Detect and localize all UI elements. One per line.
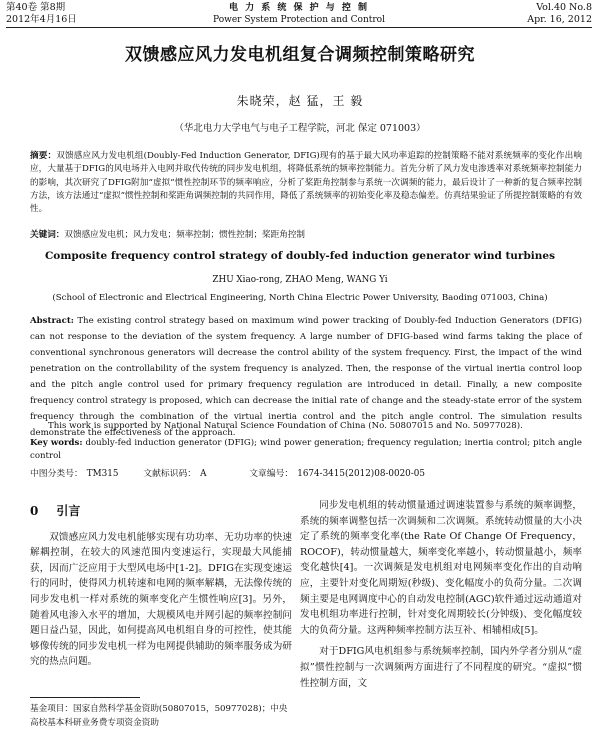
intro-paragraph-2: 同步发电机组的转动惯量通过调速装置参与系统的频率调整，系统的频率调整包括一次调频和二次调频。系统转动惯量的大小决定了系统的频率变化率(the Rate Of Change Of Frequency，ROCOF)，转动惯量越大，频率变化率越小，转动惯量越小，频率变化越快[4]。一次调频是发电机组对电网频率变化作出的自动响应，主要针对变化周期短(秒级)、变化幅度小的负荷分量。二次调频主要是电网调度中心的自动发电控制(AGC)软件通过远动通道对发电机组功率进行控制，针对变化周期较长(分钟级)、变化幅度较大的负荷分量。这两种频率控制方法互补、相辅相成[5]。 bbox=[300, 500, 582, 636]
running-header bbox=[6, 2, 592, 28]
date-cn: 2012年4月16日 bbox=[6, 14, 77, 25]
authors-cn: 朱晓荣，赵 猛，王 毅 bbox=[236, 94, 364, 108]
keywords-en-text: doubly-fed induction generator (DFIG); wind power generation; frequency regulation; inertia control; pitch angle control bbox=[30, 438, 582, 462]
clc-label: 中图分类号： bbox=[30, 469, 83, 479]
affiliation-en: (School of Electronic and Electrical Engineering, North China Electric Power University, Baoding 071003, China) bbox=[52, 293, 548, 303]
abstract-en-label: Abstract: bbox=[30, 316, 74, 326]
journal-cn: 电 力 系 统 保 护 与 控 制 bbox=[228, 3, 370, 13]
intro-paragraph-1: 双馈感应风力发电机能够实现有功功率、无功功率的快速解耦控制，在较大的风速范围内变速运行，实现最大风能捕获，因而广泛应用于大型风电场中[1-2]。DFIG在实现变速运行的同时，使得风力机转速和电网的频率解耦，无法像传统的同步发电机一样对系统的频率变化产生惯性响应[3]。另外，随着风电渗入水平的增加，大规模风电并网引起的频率控制问题日益凸显，因此，如何提高风电机组自身的可控性，使其能够像传统的同步发电机一样为电网提供辅助的频率服务成为研究的热点问题。 bbox=[30, 531, 292, 668]
volume-cn: 第40卷 第8期 bbox=[6, 2, 66, 13]
abstract-cn bbox=[30, 150, 582, 216]
doc-code-label: 文献标识码： bbox=[143, 469, 197, 479]
section-number: 0 bbox=[30, 504, 39, 518]
abstract-cn-label: 摘要： bbox=[30, 151, 57, 161]
keywords-en-label: Key words: bbox=[30, 438, 83, 448]
abstract-en-text: The existing control strategy based on maximum wind power tracking of Doubly-fed Induction Generators (DFIG) can not response to the deviation of the system frequency. A large number of DFIG-based wind farms taking the place of conventional synchronous generators will decrease the control ability of the system frequency. First, the impact of the wind penetration on the controllability of the system frequency is analyzed. Then, the response of the virtual inertia control loop and the pitch angle control used for primary frequency regulation are introduced in detail. Finally, a new composite frequency control strategy is proposed, which can decrease the initial rate of change and the steady-state error of the system frequency through the combination of the virtual inertia control and the pitch angle control. The simulation results demonstrate the effectiveness of the approach. bbox=[30, 316, 582, 438]
journal-en: Power System Protection and Control bbox=[213, 15, 385, 25]
header-rule bbox=[6, 27, 592, 28]
paper-title-en: Composite frequency control strategy of doubly-fed induction generator wind turbines bbox=[44, 250, 556, 262]
section-heading bbox=[30, 504, 292, 520]
volume-en: Vol.40 No.8 bbox=[536, 2, 592, 13]
section-title: 引言 bbox=[56, 504, 81, 518]
article-no-value: 1674-3415(2012)08-0020-05 bbox=[297, 469, 425, 479]
intro-paragraph-3: 对于DFIG风电机组参与系统频率控制，国内外学者分别从“虚拟”惯性控制与一次调频两方面进行了不同程度的研究。“虚拟”惯性控制方面，文 bbox=[300, 646, 582, 689]
keywords-en bbox=[30, 437, 582, 464]
classification-row bbox=[30, 466, 429, 479]
affiliation-cn: （华北电力大学电气与电子工程学院，河北 保定 071003） bbox=[174, 123, 426, 134]
left-column bbox=[30, 498, 292, 670]
funding-footnote-cn: 基金项目：国家自然科学基金资助(50807015，50977028)；中央高校基本科研业务费专项资金资助 bbox=[30, 704, 288, 728]
doc-code-value: A bbox=[200, 469, 207, 479]
date-en: Apr. 16, 2012 bbox=[527, 14, 592, 25]
abstract-cn-text: 双馈感应风力发电机组(Doubly-Fed Induction Generator, DFIG)现有的基于最大风功率追踪的控制策略不能对系统频率的变化作出响应，大量基于DFIG的风电场并入电网并取代传统的同步发电机组，将降低系统的频率控制能力。首先分析了风力发电渗透率对系统频率控制能力的影响，其次研究了DFIG附加“虚拟”惯性控制环节的频率响应，分析了桨距角控制参与系统一次调频的能力，最后设计了一种新的复合频率控制方法，该方法通过“虚拟”惯性控制和桨距角调频控制的共同作用，降低了系统频率的初始变化率及稳态偏差。仿真结果验证了所提控制策略的有效性。 bbox=[30, 151, 582, 215]
header-center bbox=[6, 2, 592, 26]
keywords-cn bbox=[30, 229, 582, 242]
clc-value: TM315 bbox=[86, 469, 119, 479]
article-no-label: 文章编号： bbox=[249, 469, 294, 479]
header-right bbox=[527, 2, 592, 26]
right-column bbox=[300, 498, 582, 691]
authors-en: ZHU Xiao-rong, ZHAO Meng, WANG Yi bbox=[212, 275, 388, 285]
funding-en: This work is supported by National Natural Science Foundation of China (No. 50807015 and No. 50977028). bbox=[48, 421, 523, 431]
paper-title-cn: 双馈感应风力发电机组复合调频控制策略研究 bbox=[125, 45, 475, 65]
keywords-cn-label: 关键词： bbox=[30, 230, 65, 240]
keywords-cn-text: 双馈感应发电机；风力发电；频率控制；惯性控制；桨距角控制 bbox=[64, 230, 306, 240]
footnote-rule bbox=[30, 697, 140, 698]
